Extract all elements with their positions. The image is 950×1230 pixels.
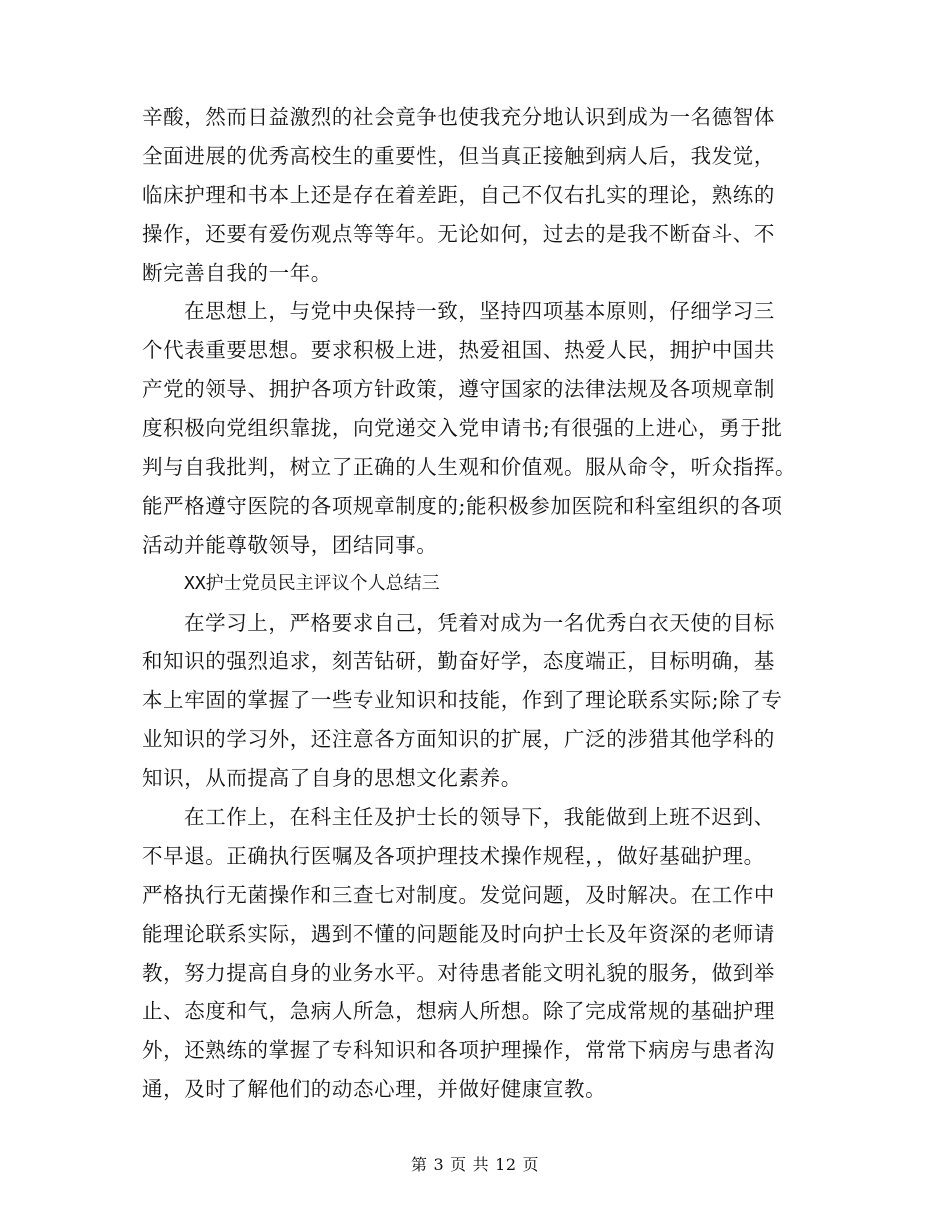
page-footer xyxy=(0,1152,950,1175)
text-line: 临床护理和书本上还是存在着差距，自己不仅右扎实的理论，熟练的 xyxy=(142,182,775,207)
section-heading: XX护士党员民主评议个人总结三 xyxy=(184,572,440,594)
footer-total-label: 共 xyxy=(472,1155,490,1174)
footer-suffix: 页 xyxy=(522,1155,540,1174)
paragraph-start-line: 在学习上，严格要求自己，凭着对成为一名优秀白衣天使的目标 xyxy=(184,610,775,635)
current-page-number: 3 xyxy=(433,1155,445,1174)
document-body xyxy=(142,98,810,1109)
text-line: 操作，还要有爱伤观点等等年。无论如何，过去的是我不断奋斗、不 xyxy=(142,221,775,246)
text-line: 教，努力提高自身的业务水平。对待患者能文明礼貌的服务，做到举 xyxy=(142,960,775,985)
total-pages-number: 12 xyxy=(495,1155,517,1174)
text-line: 和知识的强烈追求，刻苦钻研，勤奋好学，态度端正，目标明确，基 xyxy=(142,649,775,674)
text-line: 产党的领导、拥护各项方针政策，遵守国家的法律法规及各项规章制 xyxy=(142,377,775,402)
text-line: 判与自我批判，树立了正确的人生观和价值观。服从命令，听众指挥。 xyxy=(142,455,797,480)
text-line: 外，还熟练的掌握了专科知识和各项护理操作，常常下病房与患者沟 xyxy=(142,1038,775,1063)
footer-page-label: 页 xyxy=(450,1155,467,1174)
text-line: 止、态度和气，急病人所急，想病人所想。除了完成常规的基础护理 xyxy=(142,999,775,1024)
text-line: 业知识的学习外，还注意各方面知识的扩展，广泛的涉猎其他学科的 xyxy=(142,727,775,752)
text-line: 个代表重要思想。要求积极上进，热爱祖国、热爱人民，拥护中国共 xyxy=(142,338,775,363)
text-line: 能严格遵守医院的各项规章制度的;能积极参加医院和科室组织的各项 xyxy=(142,493,783,518)
text-line: 活动并能尊敬领导，团结同事。 xyxy=(142,532,438,557)
footer-prefix: 第 xyxy=(410,1155,428,1174)
text-line: 本上牢固的掌握了一些专业知识和技能，作到了理论联系实际;除了专 xyxy=(142,688,783,713)
text-line: 严格执行无菌操作和三查七对制度。发觉问题，及时解决。在工作中 xyxy=(142,882,775,907)
text-line: 辛酸，然而日益激烈的社会竟争也使我充分地认识到成为一名德智体 xyxy=(142,105,775,129)
text-line: 不早退。正确执行医嘱及各项护理技术操作规程，，做好基础护理。 xyxy=(142,843,765,868)
text-line: 断完善自我的一年。 xyxy=(142,260,332,285)
text-line: 通，及时了解他们的动态心理，并做好健康宣教。 xyxy=(142,1077,607,1102)
text-line: 全面进展的优秀高校生的重要性，但当真正接触到病人后，我发觉， xyxy=(142,143,775,168)
text-line: 能理论联系实际，遇到不懂的问题能及时向护士长及年资深的老师请 xyxy=(142,921,775,946)
text-line: 度积极向党组织靠拢，向党递交入党申请书;有很强的上进心，勇于批 xyxy=(142,416,783,441)
text-line: 知识，从而提高了自身的思想文化素养。 xyxy=(142,766,522,791)
paragraph-start-line: 在思想上，与党中央保持一致，坚持四项基本原则，仔细学习三 xyxy=(184,299,775,324)
paragraph-start-line: 在工作上，在科主任及护士长的领导下，我能做到上班不迟到、 xyxy=(184,805,775,830)
